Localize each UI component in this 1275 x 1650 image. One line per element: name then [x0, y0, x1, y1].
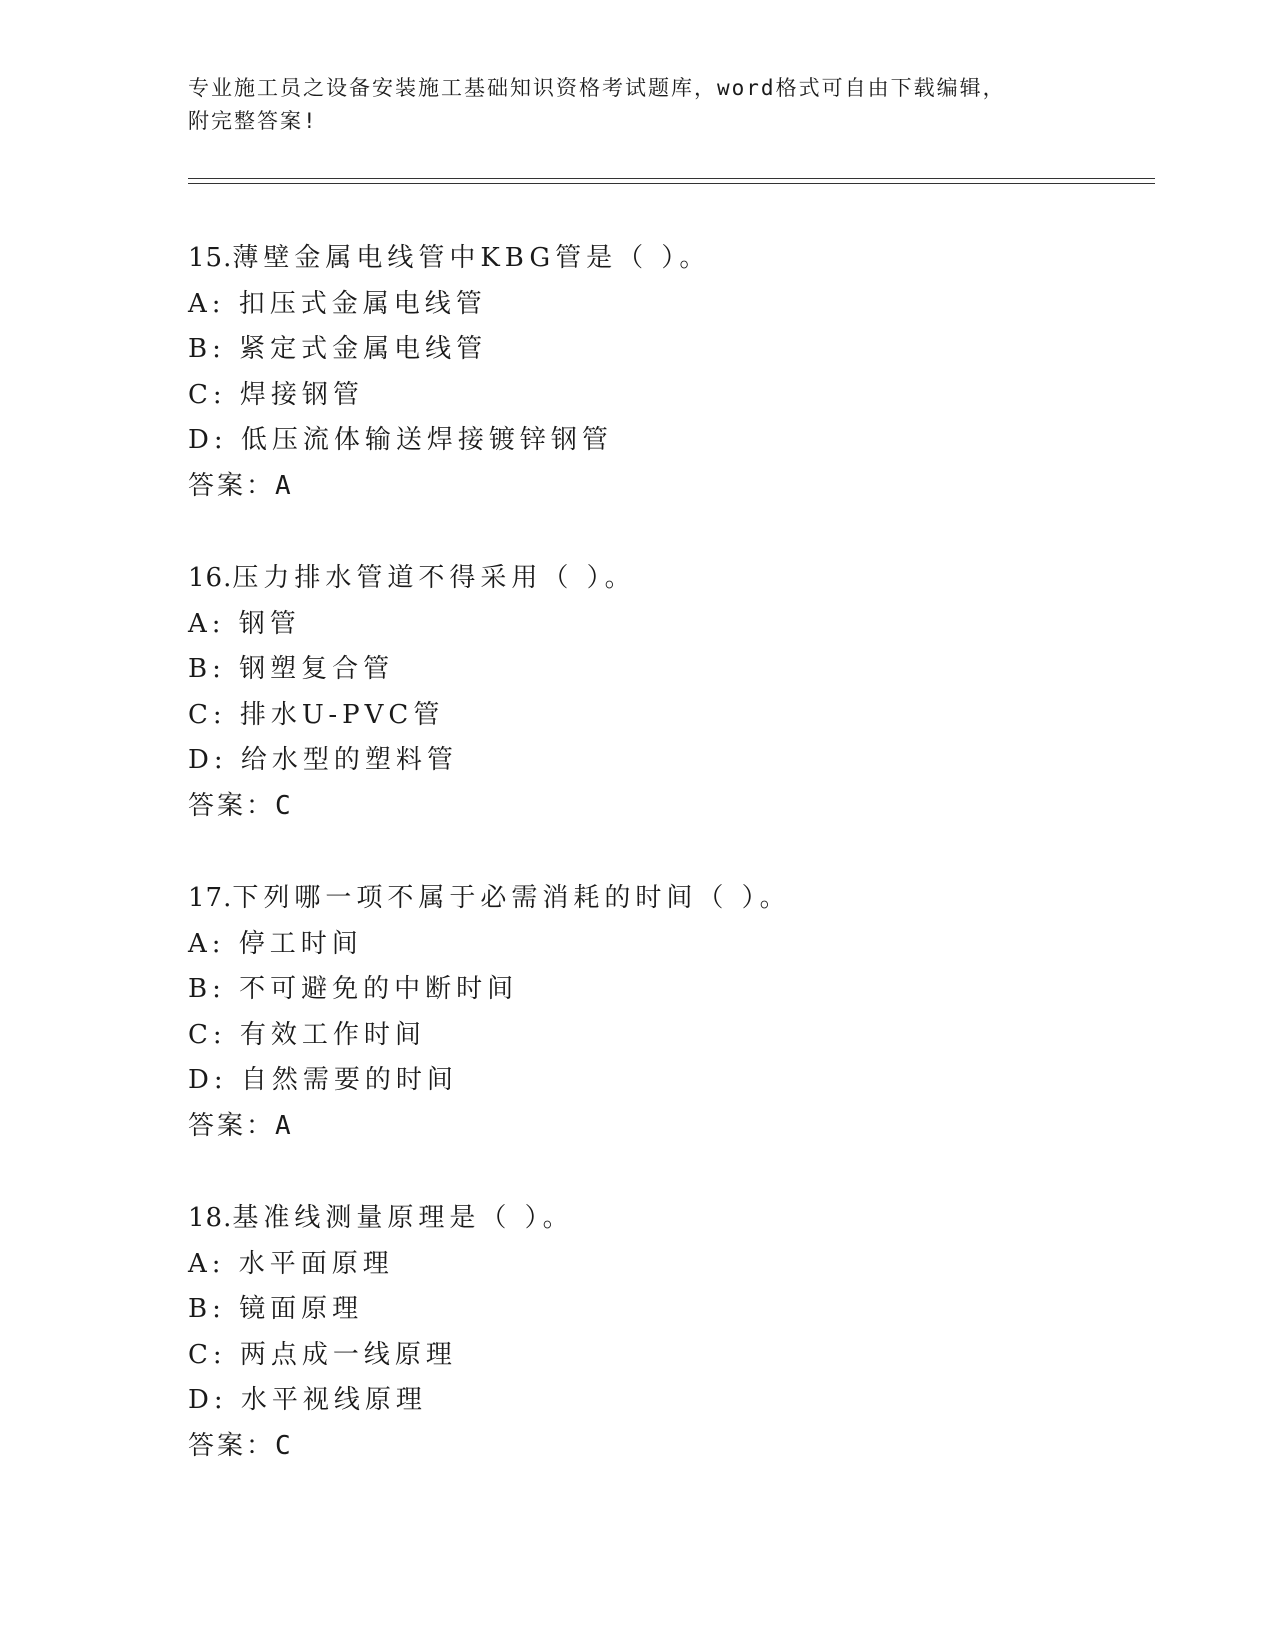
option-c: C: 两点成一线原理 [188, 1339, 457, 1370]
option-c: C: 有效工作时间 [188, 1019, 426, 1050]
answer-label: 答案： [188, 790, 276, 821]
question-text: 下列哪一项不属于必需消耗的时间（ ）。 [232, 883, 791, 913]
question-stem [188, 876, 1148, 922]
answer-label: 答案： [188, 1430, 276, 1461]
header-divider-bottom [188, 183, 1155, 184]
question-number: 18. [188, 1203, 233, 1233]
document-header [188, 72, 1088, 138]
question-stem [188, 556, 1148, 602]
option-a: A: 钢管 [188, 608, 301, 639]
question-number: 17. [188, 883, 233, 913]
option-a: A: 水平面原理 [188, 1248, 394, 1279]
question-number: 16. [188, 563, 233, 593]
header-line-2: 附完整答案! [188, 109, 318, 133]
option-a: A: 扣压式金属电线管 [188, 288, 487, 319]
option-b: B: 紧定式金属电线管 [188, 334, 488, 364]
option-d: D: 低压流体输送焊接镀锌钢管 [188, 425, 613, 455]
question-number: 15. [188, 243, 233, 273]
question-stem [188, 236, 1148, 282]
question-stem [188, 1196, 1148, 1242]
question-text: 薄壁金属电线管中KBG管是（ ）。 [232, 243, 711, 273]
question-16 [188, 556, 1148, 876]
answer-value: C [275, 1430, 291, 1461]
option-d: D: 自然需要的时间 [188, 1065, 458, 1095]
option-c: C: 焊接钢管 [188, 379, 364, 410]
option-b: B: 镜面原理 [188, 1294, 364, 1324]
answer-line [188, 1424, 1148, 1470]
answer-label: 答案： [188, 470, 276, 501]
answer-line [188, 464, 1148, 510]
answer-value: C [275, 790, 291, 821]
answer-line [188, 1104, 1148, 1150]
option-d: D: 水平视线原理 [188, 1385, 427, 1415]
question-text: 基准线测量原理是（ ）。 [232, 1203, 574, 1233]
option-b: B: 钢塑复合管 [188, 654, 395, 684]
header-divider-top [188, 178, 1155, 179]
answer-value: A [275, 1110, 291, 1141]
question-18 [188, 1196, 1148, 1516]
option-a: A: 停工时间 [188, 928, 363, 959]
answer-line [188, 784, 1148, 830]
option-d: D: 给水型的塑料管 [188, 745, 458, 775]
option-c: C: 排水U-PVC管 [188, 699, 445, 730]
question-text: 压力排水管道不得采用（ ）。 [232, 563, 636, 593]
question-15 [188, 236, 1148, 556]
option-b: B: 不可避免的中断时间 [188, 974, 519, 1004]
question-list [188, 236, 1148, 1516]
question-17 [188, 876, 1148, 1196]
header-line-1: 专业施工员之设备安装施工基础知识资格考试题库，word格式可自由下载编辑， [188, 76, 1006, 100]
answer-label: 答案： [188, 1110, 276, 1141]
answer-value: A [275, 470, 291, 501]
